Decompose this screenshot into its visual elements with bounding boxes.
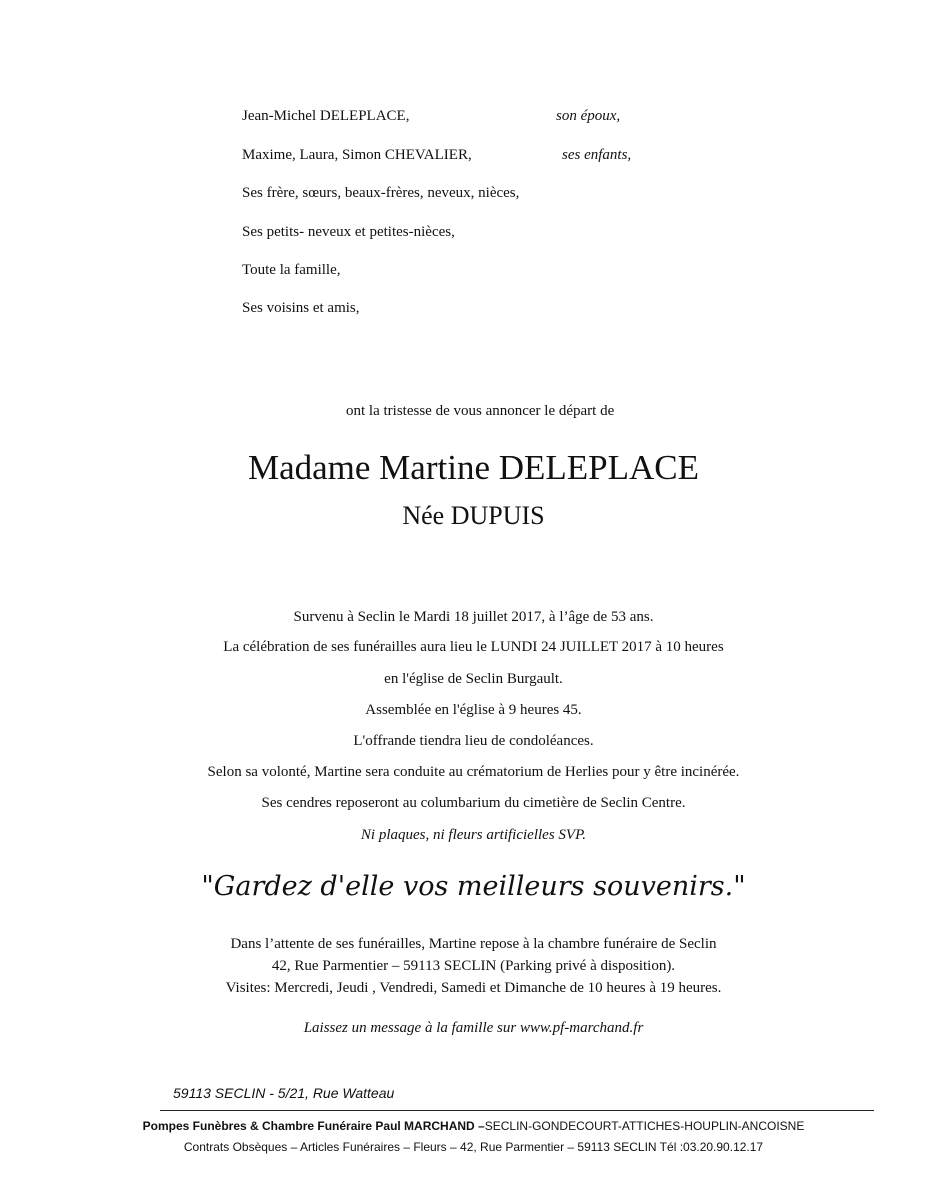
family-member-6: Ses voisins et amis, <box>242 300 360 316</box>
address-line: 59113 SECLIN - 5/21, Rue Watteau <box>173 1085 395 1101</box>
footer-services-line: Contrats Obsèques – Articles Funéraires – Fleurs – 42, Rue Parmentier – 59113 SECLIN Tél :03.20.90.12.17 <box>183 1140 764 1154</box>
family-member-4: Ses petits- neveux et petites-nièces, <box>242 224 455 240</box>
detail-line-7: Ses cendres reposeront au columbarium du cimetière de Seclin Centre. <box>261 795 686 811</box>
flowers-note: Ni plaques, ni fleurs artificielles SVP. <box>360 827 587 843</box>
detail-line-5: L'offrande tiendra lieu de condoléances. <box>353 733 594 749</box>
footer-divider <box>160 1110 874 1111</box>
detail-line-2: La célébration de ses funérailles aura lieu le LUNDI 24 JUILLET 2017 à 10 heures <box>223 639 724 655</box>
message-link-text: Laissez un message à la famille sur www.pf-marchand.fr <box>303 1020 644 1036</box>
deceased-name: Madame Martine DELEPLACE <box>247 448 699 487</box>
family-member-2: Maxime, Laura, Simon CHEVALIER, <box>242 147 472 163</box>
family-role-2: ses enfants, <box>562 147 632 163</box>
visit-line-2: 42, Rue Parmentier – 59113 SECLIN (Parking privé à disposition). <box>271 958 676 974</box>
detail-line-6: Selon sa volonté, Martine sera conduite au crématorium de Herlies pour y être incinérée. <box>207 764 740 780</box>
family-member-1: Jean-Michel DELEPLACE, <box>242 108 410 124</box>
detail-line-1: Survenu à Seclin le Mardi 18 juillet 2017, à l’âge de 53 ans. <box>293 609 654 625</box>
family-member-3: Ses frère, sœurs, beaux-frères, neveux, nièces, <box>242 185 520 201</box>
footer-company-line <box>0 1119 947 1133</box>
announcement-text: ont la tristesse de vous annoncer le départ de <box>346 403 615 419</box>
detail-line-4: Assemblée en l'église à 9 heures 45. <box>365 702 582 718</box>
family-member-5: Toute la famille, <box>242 262 341 278</box>
memorial-quote: "Gardez d'elle vos meilleurs souvenirs." <box>201 871 746 902</box>
footer-company-towns: SECLIN-GONDECOURT-ATTICHES-HOUPLIN-ANCOISNE <box>484 1119 805 1133</box>
visit-line-3: Visites: Mercredi, Jeudi , Vendredi, Samedi et Dimanche de 10 heures à 19 heures. <box>225 980 722 996</box>
deceased-birth-name: Née DUPUIS <box>402 501 545 530</box>
detail-line-3: en l'église de Seclin Burgault. <box>384 671 563 687</box>
family-role-1: son époux, <box>556 108 621 124</box>
visit-line-1: Dans l’attente de ses funérailles, Martine repose à la chambre funéraire de Seclin <box>230 936 717 952</box>
footer-company-name: Pompes Funèbres & Chambre Funéraire Paul MARCHAND – <box>142 1119 485 1133</box>
